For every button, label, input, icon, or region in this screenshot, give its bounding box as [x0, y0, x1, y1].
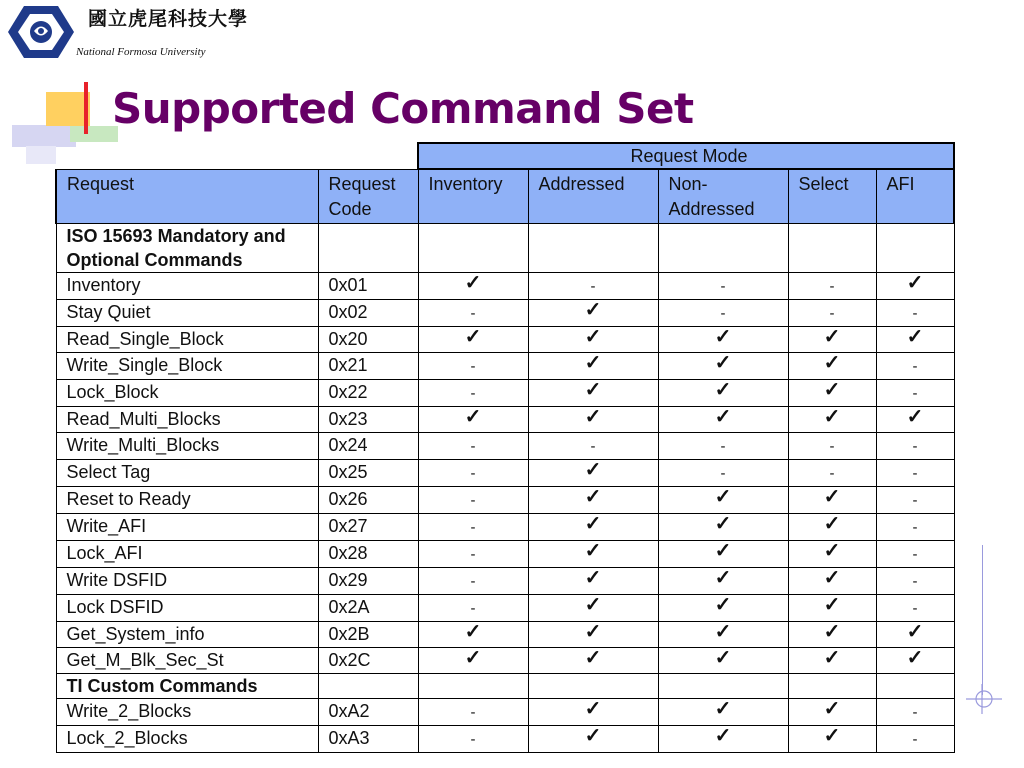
table-section-row	[56, 224, 954, 273]
checkmark-icon: ✓	[714, 513, 732, 535]
select-cell	[788, 699, 876, 726]
addressed-cell	[528, 699, 658, 726]
request-name-cell: Write DSFID	[56, 568, 318, 595]
dash-mark: -	[829, 465, 835, 482]
table-row	[56, 407, 954, 433]
dash-mark: -	[912, 704, 918, 721]
afi-cell	[876, 514, 954, 541]
column-header-inventory: Inventory	[418, 169, 528, 224]
select-cell	[788, 407, 876, 433]
inventory-cell	[418, 726, 528, 753]
dash-mark: -	[912, 385, 918, 402]
checkmark-icon: ✓	[584, 326, 602, 348]
column-header-addressed: Addressed	[528, 169, 658, 224]
table-row	[56, 487, 954, 514]
checkmark-icon: ✓	[823, 647, 841, 669]
non-addressed-cell	[658, 595, 788, 622]
empty-cell	[876, 224, 954, 273]
dash-mark: -	[470, 731, 476, 748]
checkmark-icon: ✓	[584, 540, 602, 562]
checkmark-icon: ✓	[906, 647, 924, 669]
table-row	[56, 353, 954, 380]
checkmark-icon: ✓	[584, 698, 602, 720]
empty-cell	[658, 224, 788, 273]
table-header-spacer	[56, 143, 418, 169]
checkmark-icon: ✓	[714, 698, 732, 720]
request-name-cell: Write_AFI	[56, 514, 318, 541]
column-header-request: Request	[56, 169, 318, 224]
addressed-cell	[528, 273, 658, 300]
section-title: TI Custom Commands	[56, 674, 318, 699]
select-cell	[788, 726, 876, 753]
empty-cell	[418, 224, 528, 273]
dash-mark: -	[912, 492, 918, 509]
dash-mark: -	[912, 438, 918, 455]
request-code-cell: 0x2C	[318, 648, 418, 674]
dash-mark: -	[470, 704, 476, 721]
table-row	[56, 380, 954, 407]
request-code-cell: 0x22	[318, 380, 418, 407]
checkmark-icon: ✓	[714, 326, 732, 348]
checkmark-icon: ✓	[714, 486, 732, 508]
request-code-cell: 0xA3	[318, 726, 418, 753]
request-name-cell: Lock_AFI	[56, 541, 318, 568]
non-addressed-cell	[658, 726, 788, 753]
non-addressed-cell	[658, 568, 788, 595]
non-addressed-cell	[658, 648, 788, 674]
column-header-select: Select	[788, 169, 876, 224]
checkmark-icon: ✓	[584, 352, 602, 374]
dash-mark: -	[470, 358, 476, 375]
afi-cell	[876, 353, 954, 380]
dash-mark: -	[470, 492, 476, 509]
checkmark-icon: ✓	[714, 406, 732, 428]
select-cell	[788, 273, 876, 300]
dash-mark: -	[470, 573, 476, 590]
command-set-table	[55, 142, 955, 753]
select-cell	[788, 487, 876, 514]
university-name-english: National Formosa University	[76, 46, 206, 58]
inventory-cell	[418, 380, 528, 407]
dash-mark: -	[720, 465, 726, 482]
request-code-cell: 0x01	[318, 273, 418, 300]
checkmark-icon: ✓	[714, 621, 732, 643]
request-code-cell: 0x29	[318, 568, 418, 595]
non-addressed-cell	[658, 353, 788, 380]
checkmark-icon: ✓	[464, 621, 482, 643]
afi-cell	[876, 595, 954, 622]
checkmark-icon: ✓	[584, 513, 602, 535]
addressed-cell	[528, 487, 658, 514]
dash-mark: -	[720, 278, 726, 295]
inventory-cell	[418, 460, 528, 487]
select-cell	[788, 300, 876, 327]
inventory-cell	[418, 273, 528, 300]
checkmark-icon: ✓	[906, 406, 924, 428]
crosshair-icon	[966, 684, 1002, 714]
non-addressed-cell	[658, 433, 788, 460]
request-code-cell: 0x21	[318, 353, 418, 380]
inventory-cell	[418, 568, 528, 595]
dash-mark: -	[912, 731, 918, 748]
checkmark-icon: ✓	[714, 725, 732, 747]
request-code-cell: 0x26	[318, 487, 418, 514]
table-row	[56, 568, 954, 595]
afi-cell	[876, 433, 954, 460]
request-name-cell: Read_Multi_Blocks	[56, 407, 318, 433]
dash-mark: -	[590, 278, 596, 295]
table-row	[56, 648, 954, 674]
afi-cell	[876, 407, 954, 433]
request-code-cell: 0x25	[318, 460, 418, 487]
non-addressed-cell	[658, 699, 788, 726]
inventory-cell	[418, 433, 528, 460]
select-cell	[788, 622, 876, 648]
checkmark-icon: ✓	[584, 486, 602, 508]
dash-mark: -	[912, 465, 918, 482]
inventory-cell	[418, 514, 528, 541]
checkmark-icon: ✓	[464, 326, 482, 348]
inventory-cell	[418, 622, 528, 648]
afi-cell	[876, 273, 954, 300]
checkmark-icon: ✓	[714, 379, 732, 401]
request-code-cell: 0xA2	[318, 699, 418, 726]
inventory-cell	[418, 487, 528, 514]
addressed-cell	[528, 380, 658, 407]
inventory-cell	[418, 595, 528, 622]
dash-mark: -	[470, 546, 476, 563]
afi-cell	[876, 380, 954, 407]
table-section-row	[56, 674, 954, 699]
column-header-non-addressed: Non-Addressed	[658, 169, 788, 224]
title-decoration-lavender-small	[26, 146, 56, 164]
non-addressed-cell	[658, 327, 788, 353]
dash-mark: -	[470, 385, 476, 402]
dash-mark: -	[470, 305, 476, 322]
non-addressed-cell	[658, 460, 788, 487]
non-addressed-cell	[658, 407, 788, 433]
checkmark-icon: ✓	[823, 540, 841, 562]
afi-cell	[876, 541, 954, 568]
afi-cell	[876, 487, 954, 514]
checkmark-icon: ✓	[906, 272, 924, 294]
checkmark-icon: ✓	[714, 647, 732, 669]
checkmark-icon: ✓	[823, 594, 841, 616]
checkmark-icon: ✓	[823, 379, 841, 401]
non-addressed-cell	[658, 487, 788, 514]
addressed-cell	[528, 514, 658, 541]
dash-mark: -	[912, 305, 918, 322]
request-name-cell: Get_System_info	[56, 622, 318, 648]
request-name-cell: Select Tag	[56, 460, 318, 487]
request-code-cell: 0x23	[318, 407, 418, 433]
addressed-cell	[528, 726, 658, 753]
checkmark-icon: ✓	[714, 594, 732, 616]
slide-title: Supported Command Set	[112, 84, 694, 133]
afi-cell	[876, 327, 954, 353]
checkmark-icon: ✓	[823, 326, 841, 348]
select-cell	[788, 568, 876, 595]
select-cell	[788, 460, 876, 487]
dash-mark: -	[912, 600, 918, 617]
table-column-header-row	[56, 169, 954, 224]
checkmark-icon: ✓	[464, 406, 482, 428]
section-title: ISO 15693 Mandatory and Optional Commands	[56, 224, 318, 273]
checkmark-icon: ✓	[584, 567, 602, 589]
dash-mark: -	[912, 546, 918, 563]
inventory-cell	[418, 327, 528, 353]
university-name-chinese: 國立虎尾科技大學	[88, 8, 249, 30]
request-code-cell: 0x2A	[318, 595, 418, 622]
afi-cell	[876, 460, 954, 487]
dash-mark: -	[590, 438, 596, 455]
request-name-cell: Get_M_Blk_Sec_St	[56, 648, 318, 674]
empty-cell	[788, 674, 876, 699]
checkmark-icon: ✓	[823, 486, 841, 508]
table-row	[56, 273, 954, 300]
checkmark-icon: ✓	[823, 621, 841, 643]
request-name-cell: Read_Single_Block	[56, 327, 318, 353]
checkmark-icon: ✓	[714, 567, 732, 589]
addressed-cell	[528, 648, 658, 674]
addressed-cell	[528, 327, 658, 353]
afi-cell	[876, 622, 954, 648]
checkmark-icon: ✓	[823, 725, 841, 747]
dash-mark: -	[470, 438, 476, 455]
empty-cell	[418, 674, 528, 699]
checkmark-icon: ✓	[584, 725, 602, 747]
checkmark-icon: ✓	[584, 647, 602, 669]
checkmark-icon: ✓	[823, 406, 841, 428]
addressed-cell	[528, 460, 658, 487]
request-name-cell: Lock DSFID	[56, 595, 318, 622]
request-name-cell: Stay Quiet	[56, 300, 318, 327]
checkmark-icon: ✓	[823, 513, 841, 535]
request-name-cell: Lock_2_Blocks	[56, 726, 318, 753]
select-cell	[788, 541, 876, 568]
table-group-header-row	[56, 143, 954, 169]
column-header-afi: AFI	[876, 169, 954, 224]
afi-cell	[876, 699, 954, 726]
select-cell	[788, 648, 876, 674]
addressed-cell	[528, 595, 658, 622]
request-code-cell: 0x02	[318, 300, 418, 327]
university-logo	[0, 0, 80, 64]
checkmark-icon: ✓	[906, 621, 924, 643]
empty-cell	[788, 224, 876, 273]
checkmark-icon: ✓	[584, 459, 602, 481]
inventory-cell	[418, 648, 528, 674]
afi-cell	[876, 568, 954, 595]
request-name-cell: Write_2_Blocks	[56, 699, 318, 726]
dash-mark: -	[829, 438, 835, 455]
request-name-cell: Write_Multi_Blocks	[56, 433, 318, 460]
addressed-cell	[528, 541, 658, 568]
request-code-cell: 0x27	[318, 514, 418, 541]
non-addressed-cell	[658, 380, 788, 407]
dash-mark: -	[912, 519, 918, 536]
select-cell	[788, 433, 876, 460]
checkmark-icon: ✓	[823, 698, 841, 720]
checkmark-icon: ✓	[464, 647, 482, 669]
select-cell	[788, 595, 876, 622]
dash-mark: -	[720, 438, 726, 455]
empty-cell	[528, 674, 658, 699]
inventory-cell	[418, 407, 528, 433]
checkmark-icon: ✓	[464, 272, 482, 294]
table-row	[56, 595, 954, 622]
request-name-cell: Inventory	[56, 273, 318, 300]
empty-cell	[528, 224, 658, 273]
select-cell	[788, 514, 876, 541]
select-cell	[788, 327, 876, 353]
dash-mark: -	[470, 519, 476, 536]
checkmark-icon: ✓	[584, 594, 602, 616]
table-row	[56, 327, 954, 353]
addressed-cell	[528, 622, 658, 648]
non-addressed-cell	[658, 514, 788, 541]
request-code-cell: 0x24	[318, 433, 418, 460]
checkmark-icon: ✓	[584, 621, 602, 643]
title-decoration-green	[70, 126, 118, 142]
inventory-cell	[418, 699, 528, 726]
dash-mark: -	[912, 358, 918, 375]
checkmark-icon: ✓	[584, 379, 602, 401]
request-mode-header: Request Mode	[418, 143, 954, 169]
empty-cell	[658, 674, 788, 699]
inventory-cell	[418, 353, 528, 380]
table-row	[56, 433, 954, 460]
dash-mark: -	[720, 305, 726, 322]
checkmark-icon: ✓	[906, 326, 924, 348]
table-row	[56, 541, 954, 568]
non-addressed-cell	[658, 300, 788, 327]
dash-mark: -	[470, 600, 476, 617]
table-row	[56, 622, 954, 648]
request-name-cell: Lock_Block	[56, 380, 318, 407]
addressed-cell	[528, 407, 658, 433]
checkmark-icon: ✓	[823, 567, 841, 589]
title-decoration-red-bar	[84, 82, 88, 134]
dash-mark: -	[829, 305, 835, 322]
empty-cell	[318, 674, 418, 699]
addressed-cell	[528, 300, 658, 327]
addressed-cell	[528, 568, 658, 595]
request-code-cell: 0x2B	[318, 622, 418, 648]
checkmark-icon: ✓	[584, 406, 602, 428]
request-name-cell: Write_Single_Block	[56, 353, 318, 380]
checkmark-icon: ✓	[714, 352, 732, 374]
column-header-request-code: Request Code	[318, 169, 418, 224]
afi-cell	[876, 300, 954, 327]
select-cell	[788, 380, 876, 407]
request-code-cell: 0x20	[318, 327, 418, 353]
empty-cell	[318, 224, 418, 273]
non-addressed-cell	[658, 541, 788, 568]
checkmark-icon: ✓	[714, 540, 732, 562]
dash-mark: -	[470, 465, 476, 482]
addressed-cell	[528, 433, 658, 460]
table-row	[56, 460, 954, 487]
select-cell	[788, 353, 876, 380]
non-addressed-cell	[658, 622, 788, 648]
checkmark-icon: ✓	[823, 352, 841, 374]
non-addressed-cell	[658, 273, 788, 300]
dash-mark: -	[829, 278, 835, 295]
table-row	[56, 300, 954, 327]
decorative-vertical-line	[982, 545, 983, 695]
request-code-cell: 0x28	[318, 541, 418, 568]
inventory-cell	[418, 300, 528, 327]
table-row	[56, 726, 954, 753]
inventory-cell	[418, 541, 528, 568]
table-row	[56, 699, 954, 726]
table-row	[56, 514, 954, 541]
afi-cell	[876, 726, 954, 753]
afi-cell	[876, 648, 954, 674]
checkmark-icon: ✓	[584, 299, 602, 321]
empty-cell	[876, 674, 954, 699]
dash-mark: -	[912, 573, 918, 590]
addressed-cell	[528, 353, 658, 380]
request-name-cell: Reset to Ready	[56, 487, 318, 514]
